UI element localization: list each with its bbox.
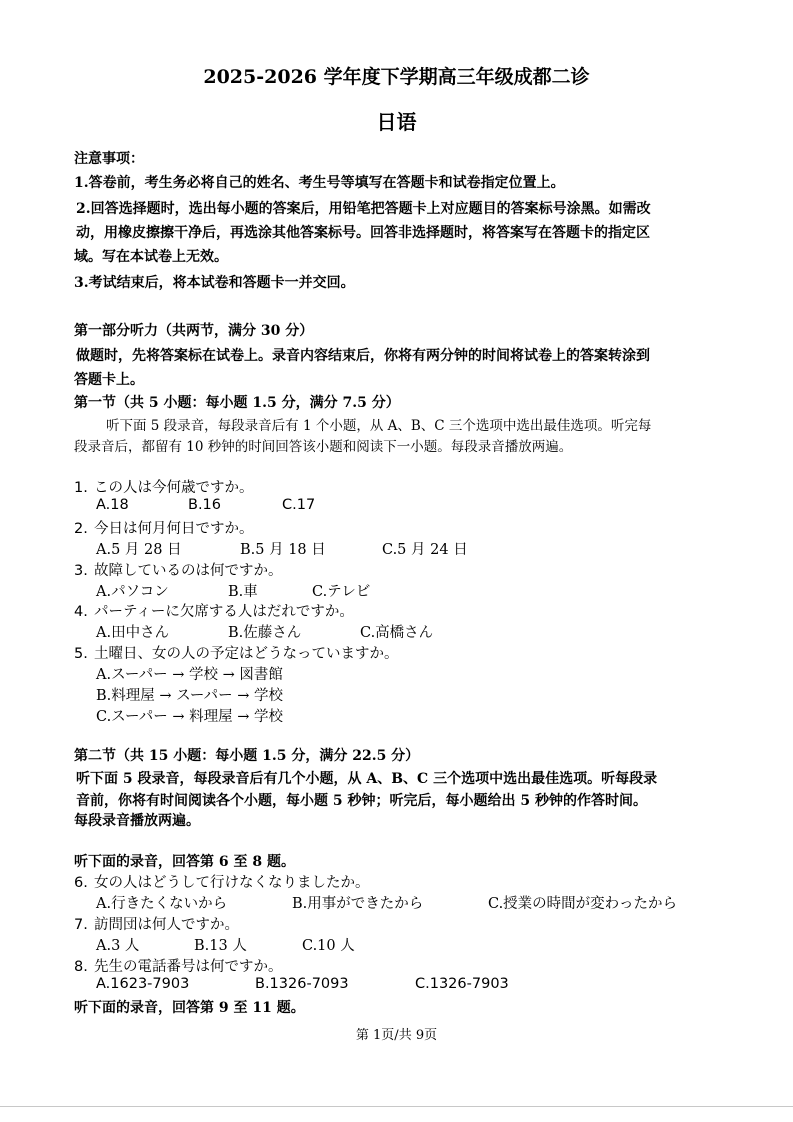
q3-option-a: A.パソコン [96, 584, 169, 600]
question-number: 3. [74, 563, 88, 579]
section1-instr-line-2: 段录音后，都留有 10 秒钟的时间回答该小题和阅读下一小题。每段录音播放两遍。 [74, 439, 573, 455]
question-text: パーティーに欠席する人はだれですか。 [94, 604, 354, 620]
q2-option-a: A.5 月 28 日 [96, 542, 182, 558]
question-5 [74, 642, 399, 663]
q1-option-b: B.16 [188, 497, 222, 513]
q7-option-a: A.3 人 [96, 938, 140, 954]
section1-heading: 第一节（共 5 小题：每小题 1.5 分，满分 7.5 分） [74, 395, 400, 411]
q3-option-b: B.車 [228, 584, 258, 600]
section2-instr-line-2: 音前，你将有时间阅读各个小题，每小题 5 秒钟；听完后，每小题给出 5 秒钟的作答时间。 [76, 793, 647, 809]
question-number: 5. [74, 646, 88, 662]
notice-item-2-line-1: 2.回答选择题时，选出每小题的答案后，用铅笔把答题卡上对应题目的答案标号涂黑。如需改 [76, 201, 651, 217]
bottom-divider [0, 1106, 793, 1107]
question-7 [74, 913, 239, 934]
question-text: 訪問団は何人ですか。 [94, 917, 239, 933]
question-number: 2. [74, 521, 88, 537]
subject-title: 日语 [376, 110, 417, 134]
notice-item-2-line-3: 域。写在本试卷上无效。 [74, 249, 228, 265]
q8-option-b: B.1326-7093 [255, 976, 349, 992]
q1-option-a: A.18 [96, 497, 129, 513]
question-text: この人は今何歳ですか。 [94, 480, 254, 496]
q1-option-c: C.17 [282, 497, 316, 513]
section2-heading: 第二节（共 15 小题：每小题 1.5 分，满分 22.5 分） [74, 748, 420, 764]
question-text: 故障しているのは何ですか。 [94, 563, 283, 579]
part1-instr-line-2: 答题卡上。 [74, 372, 144, 388]
q4-option-c: C.高橋さん [360, 625, 434, 641]
q4-option-b: B.佐藤さん [228, 625, 302, 641]
question-text: 先生の電話番号は何ですか。 [94, 959, 283, 975]
notice-item-1: 1.答卷前，考生务必将自己的姓名、考生号等填写在答题卡和试卷指定位置上。 [74, 175, 565, 191]
notice-item-2-line-2: 动，用橡皮擦擦干净后，再选涂其他答案标号。回答非选择题时，将答案写在答题卡的指定区 [76, 225, 650, 241]
part1-heading: 第一部分听力（共两节，满分 30 分） [74, 323, 314, 339]
q7-option-c: C.10 人 [302, 938, 355, 954]
question-6 [74, 871, 370, 892]
notice-item-3: 3.考试结束后，将本试卷和答题卡一并交回。 [74, 275, 355, 291]
page-number: 第 1页/共 9页 [355, 1028, 438, 1043]
question-8 [74, 955, 283, 976]
q2-option-b: B.5 月 18 日 [240, 542, 326, 558]
question-number: 8. [74, 959, 88, 975]
question-number: 7. [74, 917, 88, 933]
q6-option-c: C.授業の時間が変わったから [488, 896, 678, 912]
part1-instr-line-1: 做题时，先将答案标在试卷上。录音内容结束后，你将有两分钟的时间将试卷上的答案转涂到 [76, 348, 650, 364]
q3-option-c: C.テレビ [312, 584, 371, 600]
question-text: 今日は何月何日ですか。 [94, 521, 254, 537]
q2-option-c: C.5 月 24 日 [382, 542, 468, 558]
q5-option-a: A.スーパー → 学校 → 図書館 [96, 667, 283, 683]
q5-option-c: C.スーパー → 料理屋 → 学校 [96, 709, 283, 725]
exam-title: 2025-2026 学年度下学期高三年级成都二诊 [203, 66, 590, 88]
question-text: 女の人はどうして行けなくなりましたか。 [94, 875, 370, 891]
question-4 [74, 600, 354, 621]
q8-option-a: A.1623-7903 [96, 976, 190, 992]
question-number: 1. [74, 480, 88, 496]
section1-instr-line-1: 听下面 5 段录音，每段录音后有 1 个小题，从 A、B、C 三个选项中选出最佳选项。听完每 [106, 418, 652, 434]
question-1 [74, 476, 254, 497]
q8-option-c: C.1326-7903 [415, 976, 509, 992]
q6-option-b: B.用事ができたから [292, 896, 424, 912]
question-3 [74, 559, 283, 580]
question-number: 6. [74, 875, 88, 891]
question-2 [74, 517, 254, 538]
section2-instr-line-1: 听下面 5 段录音，每段录音后有几个小题，从 A、B、C 三个选项中选出最佳选项。听每段录 [76, 771, 658, 787]
q5-option-b: B.料理屋 → スーパー → 学校 [96, 688, 284, 704]
group-heading-9-11: 听下面的录音，回答第 9 至 11 题。 [74, 1000, 305, 1016]
q7-option-b: B.13 人 [194, 938, 247, 954]
notice-heading: 注意事项： [74, 151, 144, 167]
q6-option-a: A.行きたくないから [96, 896, 228, 912]
section2-instr-line-3: 每段录音播放两遍。 [74, 813, 200, 829]
question-number: 4. [74, 604, 88, 620]
q4-option-a: A.田中さん [96, 625, 170, 641]
question-text: 土曜日、女の人の予定はどうなっていますか。 [94, 646, 399, 662]
group-heading-6-8: 听下面的录音，回答第 6 至 8 题。 [74, 854, 295, 870]
